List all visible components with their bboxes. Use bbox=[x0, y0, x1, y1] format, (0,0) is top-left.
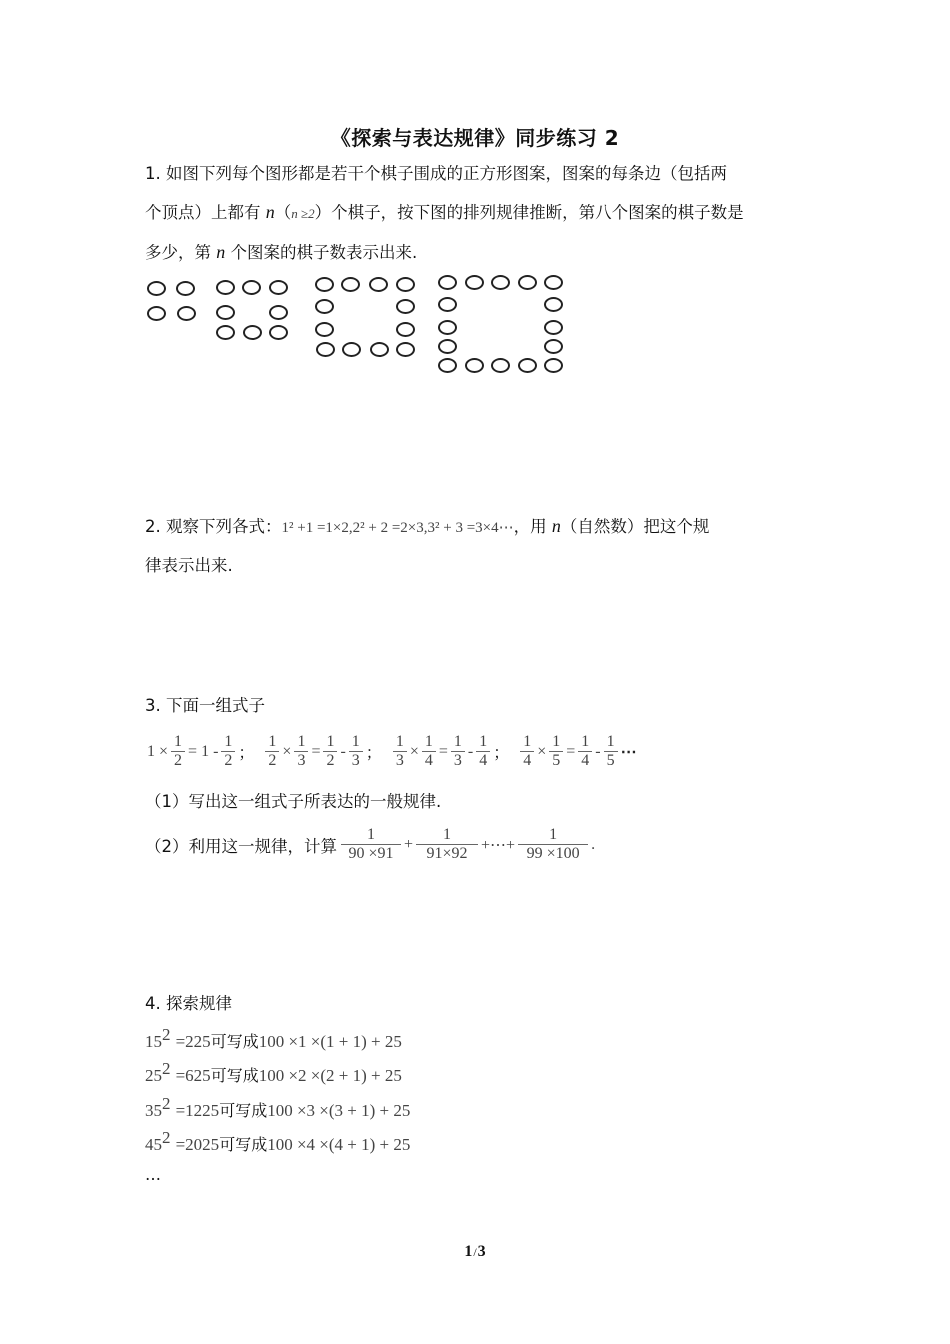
q1-text: 多少，第 bbox=[145, 243, 217, 262]
chess-piece bbox=[544, 297, 563, 312]
number: 1 bbox=[147, 742, 155, 760]
chess-piece bbox=[438, 297, 457, 312]
denominator: 99 ×100 bbox=[526, 845, 580, 862]
minus-symbol: - bbox=[213, 742, 219, 760]
exponent: 2 bbox=[162, 1025, 171, 1044]
chess-piece bbox=[369, 277, 388, 292]
result: =625 bbox=[175, 1066, 211, 1085]
chess-piece bbox=[491, 358, 510, 373]
chess-piece bbox=[438, 339, 457, 354]
denominator: 90 ×91 bbox=[348, 845, 394, 862]
chess-piece bbox=[316, 342, 335, 357]
denominator: 3 bbox=[395, 752, 404, 769]
q4-row bbox=[145, 1094, 410, 1121]
document-title: 《探索与表达规律》同步练习 2 bbox=[330, 126, 620, 150]
chess-piece bbox=[315, 277, 334, 292]
chess-piece bbox=[465, 358, 484, 373]
exponent: 2 bbox=[162, 1128, 171, 1147]
variable-n: n bbox=[216, 242, 226, 262]
variable-n: n bbox=[551, 516, 561, 536]
q4-ellipsis: … bbox=[145, 1165, 161, 1184]
fraction bbox=[416, 826, 478, 863]
fraction bbox=[476, 733, 490, 770]
q1-text: 个图案的棋子数表示出来. bbox=[225, 243, 418, 262]
result: =1225 bbox=[175, 1101, 220, 1120]
numerator: 1 bbox=[451, 733, 465, 752]
expression: 100 ×3 ×(3 + 1) + 25 bbox=[267, 1101, 411, 1120]
numerator: 1 bbox=[171, 733, 185, 752]
chess-piece bbox=[216, 325, 235, 340]
chess-piece bbox=[269, 280, 288, 295]
chess-piece bbox=[269, 305, 288, 320]
fraction bbox=[221, 733, 235, 770]
chess-piece bbox=[396, 277, 415, 292]
period: . bbox=[591, 835, 596, 853]
q3-sequence bbox=[145, 733, 639, 770]
chess-piece bbox=[341, 277, 360, 292]
chess-piece bbox=[176, 281, 195, 296]
denominator: 2 bbox=[326, 752, 335, 769]
question-2 bbox=[145, 507, 815, 585]
chess-piece bbox=[438, 358, 457, 373]
q3-heading: 3. 下面一组式子 bbox=[145, 696, 265, 715]
numerator: 1 bbox=[520, 733, 534, 752]
expression: 100 ×4 ×(4 + 1) + 25 bbox=[267, 1135, 411, 1154]
chess-piece bbox=[370, 342, 389, 357]
times-symbol: × bbox=[159, 742, 169, 760]
q3-part-1: （1）写出这一组式子所表达的一般规律. bbox=[145, 792, 442, 811]
chess-piece bbox=[396, 322, 415, 337]
fraction bbox=[422, 733, 436, 770]
separator: ； bbox=[365, 743, 382, 762]
numerator: 1 bbox=[416, 826, 478, 845]
fraction bbox=[451, 733, 465, 770]
numerator: 1 bbox=[294, 733, 308, 752]
q4-text: 可写成 bbox=[219, 1101, 268, 1120]
q1-figure bbox=[0, 0, 950, 400]
chess-piece bbox=[465, 275, 484, 290]
q1-text: 个顶点）上都有 bbox=[145, 203, 266, 222]
fraction bbox=[393, 733, 407, 770]
chess-piece bbox=[438, 320, 457, 335]
numerator: 1 bbox=[604, 733, 618, 752]
page-separator: / bbox=[473, 1245, 477, 1259]
denominator: 3 bbox=[453, 752, 462, 769]
denominator: 4 bbox=[424, 752, 433, 769]
number: 1 bbox=[201, 742, 210, 760]
numerator: 1 bbox=[549, 733, 563, 752]
chess-piece bbox=[544, 275, 563, 290]
current-page: 1 bbox=[464, 1243, 473, 1260]
q4-row bbox=[145, 1025, 402, 1052]
exponent: 2 bbox=[162, 1094, 171, 1113]
q4-row bbox=[145, 1128, 410, 1155]
chess-piece bbox=[438, 275, 457, 290]
equals-symbol: = bbox=[311, 742, 321, 760]
fraction bbox=[265, 733, 279, 770]
chess-piece bbox=[518, 358, 537, 373]
base: 15 bbox=[145, 1032, 162, 1051]
chess-piece bbox=[315, 299, 334, 314]
chess-piece bbox=[216, 305, 235, 320]
q4-heading: 4. 探索规律 bbox=[145, 994, 232, 1013]
q1-line-1: 1. 如图下列每个图形都是若干个棋子围成的正方形图案，图案的每条边（包括两 bbox=[145, 164, 727, 183]
denominator: 91×92 bbox=[426, 845, 468, 862]
chess-piece bbox=[243, 325, 262, 340]
denominator: 2 bbox=[268, 752, 277, 769]
q4-text: 可写成 bbox=[219, 1135, 268, 1154]
result: =225 bbox=[175, 1032, 211, 1051]
q3-part-2 bbox=[145, 826, 597, 863]
total-pages: 3 bbox=[477, 1243, 486, 1260]
variable-n: n bbox=[265, 202, 275, 222]
denominator: 4 bbox=[581, 752, 590, 769]
numerator: 1 bbox=[349, 733, 363, 752]
fraction bbox=[294, 733, 308, 770]
chess-piece bbox=[147, 306, 166, 321]
chess-piece bbox=[396, 299, 415, 314]
numerator: 1 bbox=[476, 733, 490, 752]
denominator: 2 bbox=[174, 752, 183, 769]
expression: 100 ×2 ×(2 + 1) + 25 bbox=[258, 1066, 402, 1085]
numerator: 1 bbox=[393, 733, 407, 752]
q2-text: ，用 bbox=[513, 517, 552, 536]
ellipsis: ⋯ bbox=[620, 743, 637, 761]
numerator: 1 bbox=[518, 826, 588, 845]
exponent: 2 bbox=[162, 1059, 171, 1078]
q4-text: 可写成 bbox=[210, 1032, 259, 1051]
base: 45 bbox=[145, 1135, 162, 1154]
denominator: 5 bbox=[552, 752, 561, 769]
numerator: 1 bbox=[341, 826, 401, 845]
chess-piece bbox=[491, 275, 510, 290]
equals-symbol: = bbox=[438, 742, 448, 760]
q2-label: 2. 观察下列各式： bbox=[145, 517, 282, 536]
fraction bbox=[578, 733, 592, 770]
minus-symbol: - bbox=[467, 742, 474, 760]
chess-piece bbox=[544, 339, 563, 354]
chess-piece bbox=[216, 280, 235, 295]
result: =2025 bbox=[175, 1135, 220, 1154]
expression: 100 ×1 ×(1 + 1) + 25 bbox=[258, 1032, 402, 1051]
fraction bbox=[549, 733, 563, 770]
chess-piece bbox=[315, 322, 334, 337]
chess-piece bbox=[518, 275, 537, 290]
chess-piece bbox=[544, 358, 563, 373]
condition: n ≥2 bbox=[291, 206, 315, 221]
paren-open: （ bbox=[274, 203, 292, 222]
minus-symbol: - bbox=[340, 742, 346, 760]
times-symbol: × bbox=[409, 742, 419, 760]
chess-piece bbox=[396, 342, 415, 357]
page-number bbox=[0, 1243, 950, 1261]
q1-text: 个棋子，按下图的排列规律推断，第八个图案的棋子数是 bbox=[331, 203, 744, 222]
chess-piece bbox=[269, 325, 288, 340]
plus-symbol: + bbox=[404, 835, 414, 853]
numerator: 1 bbox=[422, 733, 436, 752]
q3-part-2-label: （2）利用这一规律，计算 bbox=[145, 836, 337, 856]
fraction bbox=[171, 733, 185, 770]
separator: ； bbox=[493, 743, 510, 762]
times-symbol: × bbox=[537, 742, 547, 760]
chess-piece bbox=[242, 280, 261, 295]
equals-symbol: = bbox=[188, 742, 198, 760]
chess-piece bbox=[177, 306, 196, 321]
q2-line-1 bbox=[145, 507, 815, 547]
numerator: 1 bbox=[265, 733, 279, 752]
denominator: 3 bbox=[351, 752, 360, 769]
ellipsis-sum: +⋯+ bbox=[481, 836, 516, 854]
q2-formula: 1² +1 =1×2,2² + 2 =2×3,3² + 3 =3×4⋯ bbox=[281, 520, 514, 536]
q2-line-2: 律表示出来. bbox=[145, 556, 233, 575]
chess-piece bbox=[147, 281, 166, 296]
base: 25 bbox=[145, 1066, 162, 1085]
denominator: 3 bbox=[297, 752, 306, 769]
q4-row bbox=[145, 1059, 402, 1086]
fraction bbox=[349, 733, 363, 770]
numerator: 1 bbox=[221, 733, 235, 752]
q2-text: （自然数）把这个规 bbox=[560, 517, 710, 536]
fraction bbox=[520, 733, 534, 770]
equals-symbol: = bbox=[566, 742, 576, 760]
chess-piece bbox=[544, 320, 563, 335]
minus-symbol: - bbox=[595, 742, 601, 760]
paren-close: ） bbox=[314, 203, 332, 222]
denominator: 4 bbox=[479, 752, 488, 769]
separator: ； bbox=[238, 743, 255, 762]
chess-piece bbox=[342, 342, 361, 357]
times-symbol: × bbox=[282, 742, 292, 760]
q4-text: 可写成 bbox=[210, 1066, 259, 1085]
fraction bbox=[604, 733, 618, 770]
fraction bbox=[323, 733, 337, 770]
fraction bbox=[341, 826, 401, 863]
fraction bbox=[518, 826, 588, 863]
base: 35 bbox=[145, 1101, 162, 1120]
denominator: 2 bbox=[224, 752, 233, 769]
numerator: 1 bbox=[578, 733, 592, 752]
denominator: 5 bbox=[606, 752, 615, 769]
numerator: 1 bbox=[323, 733, 337, 752]
denominator: 4 bbox=[523, 752, 532, 769]
